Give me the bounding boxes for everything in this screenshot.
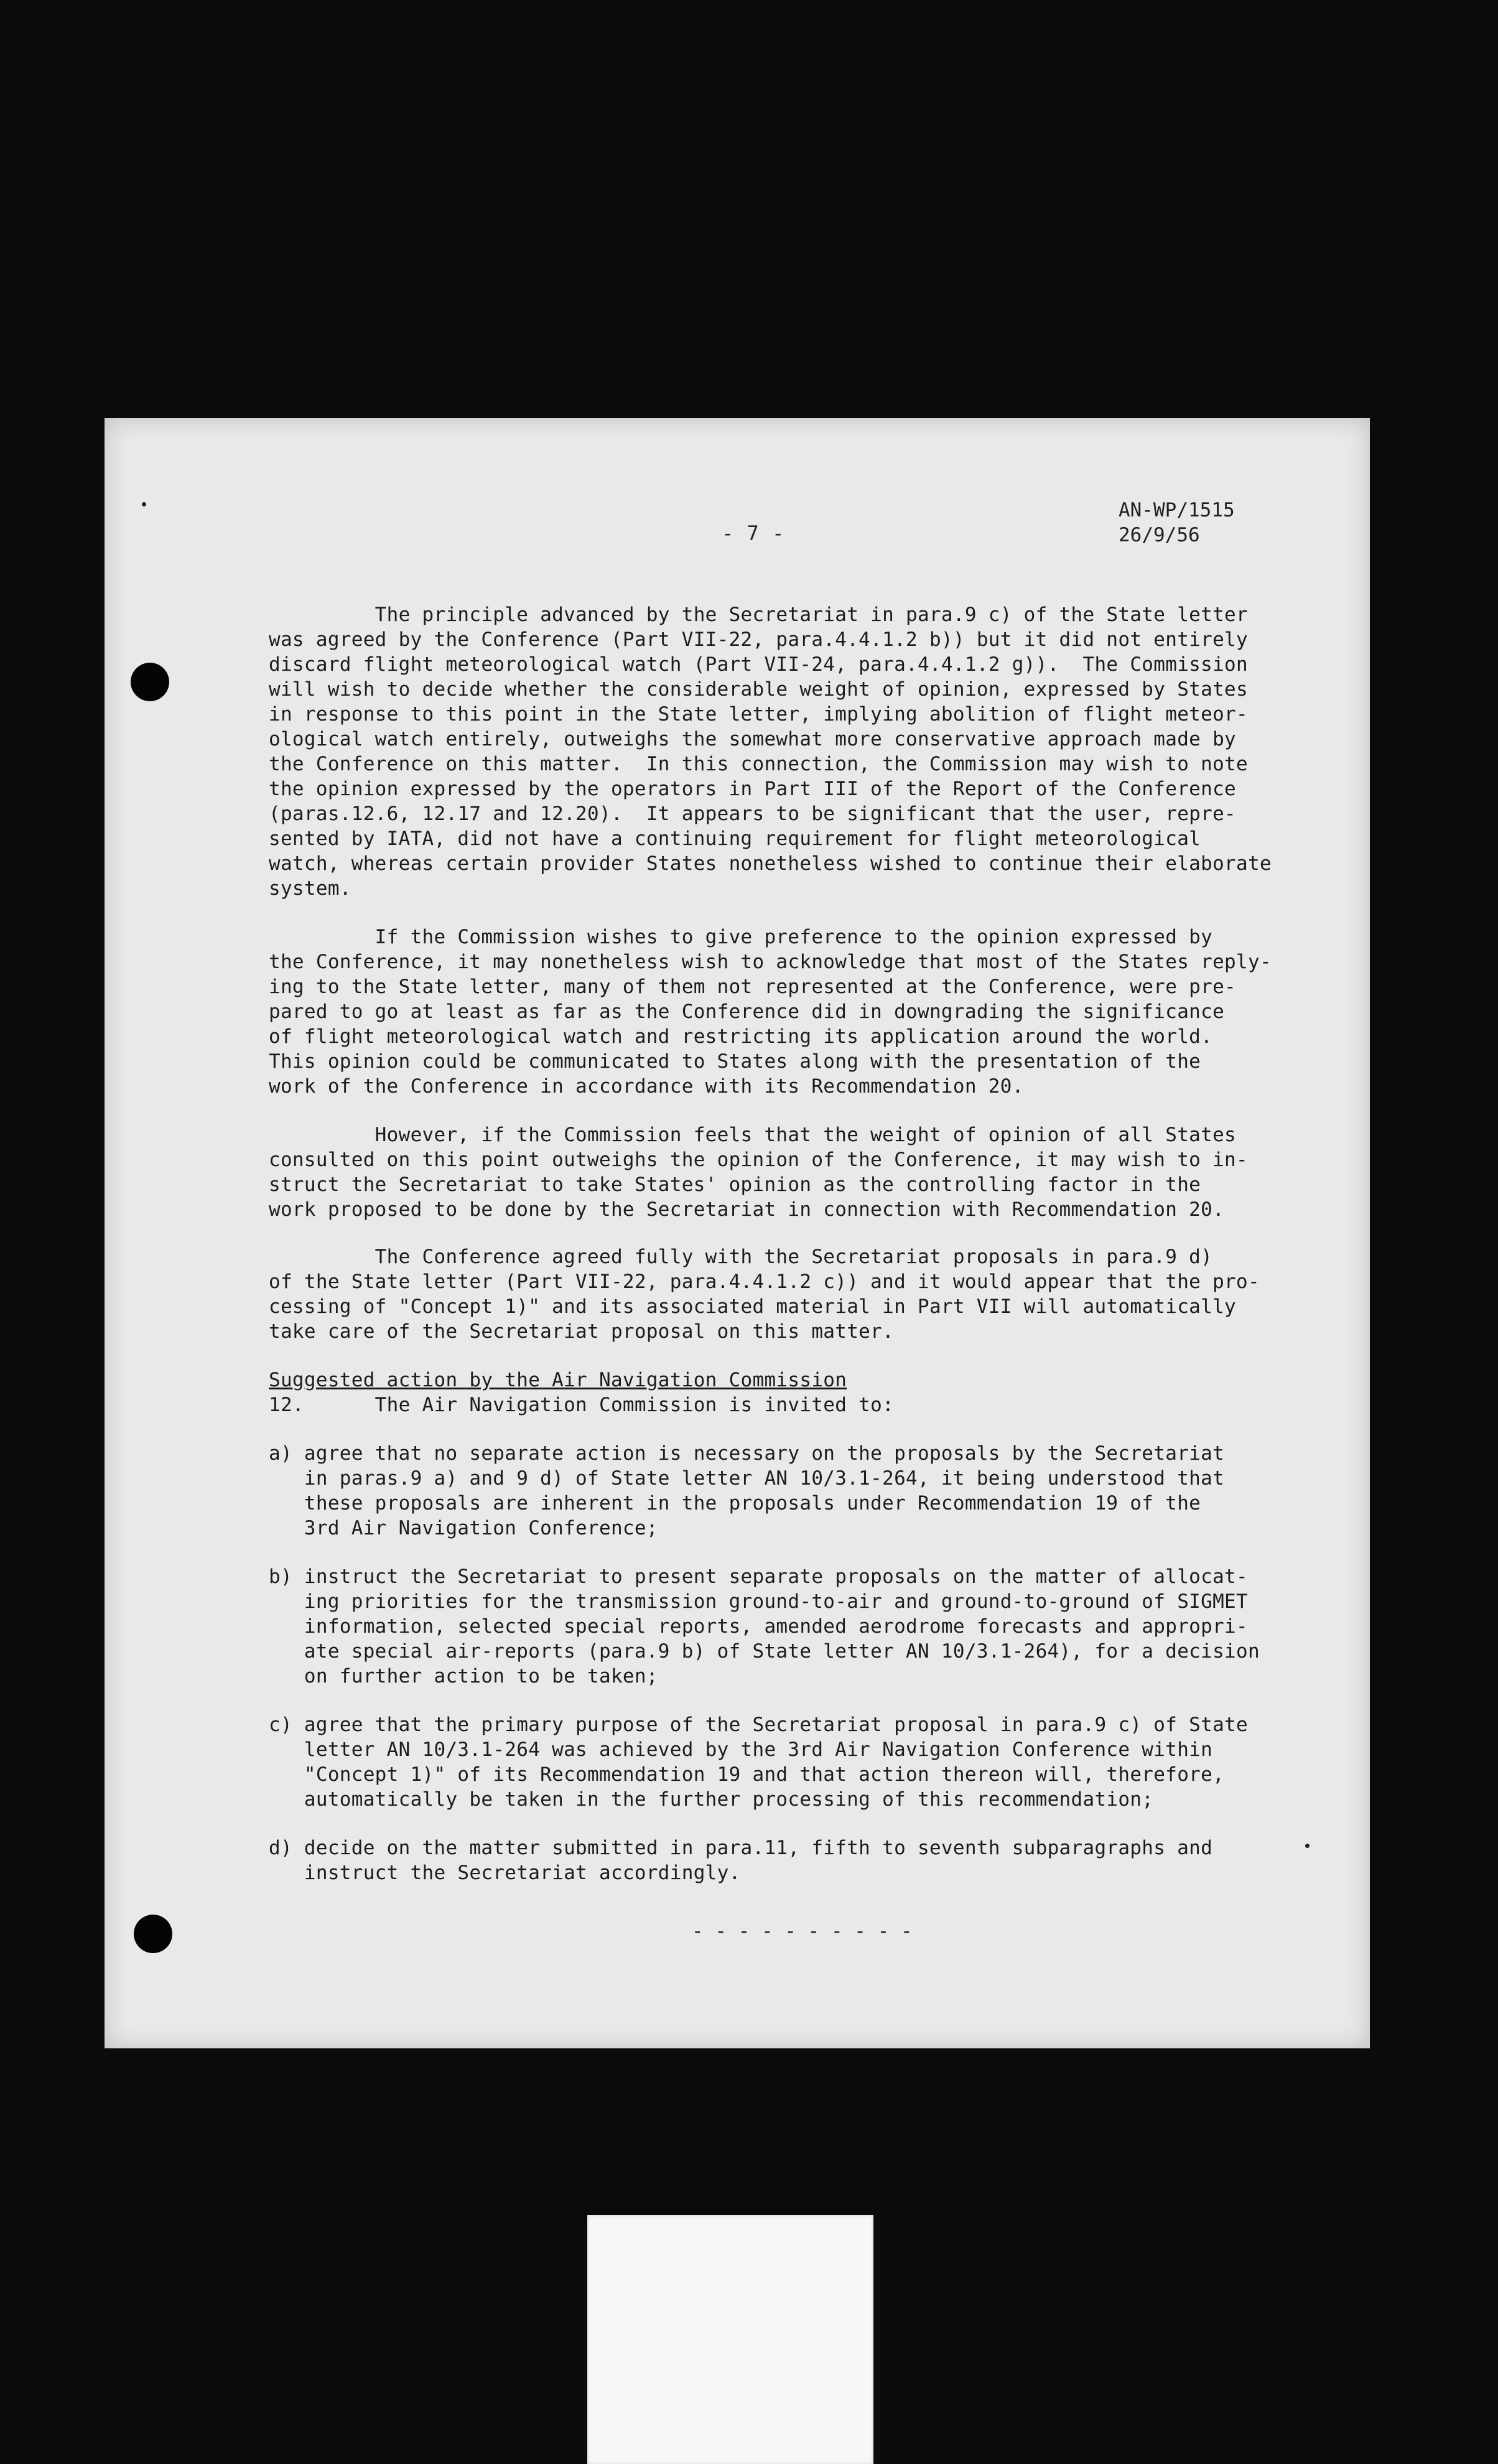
text-line: was agreed by the Conference (Part VII-22, para.4.4.1.2 b)) but it did not entirely: [269, 628, 1248, 651]
text-line: the opinion expressed by the operators in Part III of the Report of the Conference: [269, 778, 1237, 800]
text-line: work proposed to be done by the Secretariat in connection with Recommendation 20.: [269, 1198, 1225, 1221]
text-line: watch, whereas certain provider States nonetheless wished to continue their elaborate: [269, 852, 1272, 875]
document-id: AN-WP/1515: [1119, 499, 1235, 521]
text-line: take care of the Secretariat proposal on this matter.: [269, 1320, 895, 1343]
text-line: discard flight meteorological watch (Part VII-24, para.4.4.1.2 g)). The Commission: [269, 653, 1248, 676]
text-line: ing to the State letter, many of them not represented at the Conference, were pre-: [269, 976, 1237, 998]
blank-label: [587, 2215, 873, 2464]
list-item-line: 3rd Air Navigation Conference;: [269, 1517, 658, 1539]
text-line: system.: [269, 877, 351, 900]
text-line: cessing of "Concept 1)" and its associated material in Part VII will automatically: [269, 1295, 1237, 1318]
text-line: consulted on this point outweighs the opinion of the Conference, it may wish to in-: [269, 1149, 1248, 1171]
list-item-line: c) agree that the primary purpose of the Secretariat proposal in para.9 c) of State: [269, 1714, 1248, 1736]
text-line: of flight meteorological watch and restricting its application around the world.: [269, 1025, 1213, 1048]
list-item-line: these proposals are inherent in the proposals under Recommendation 19 of the: [269, 1492, 1201, 1514]
end-rule: - - - - - - - - - -: [692, 1920, 913, 1943]
punch-hole: [134, 1915, 172, 1953]
text-line: However, if the Commission feels that the weight of opinion of all States: [269, 1124, 1237, 1146]
page-number: - 7 -: [722, 521, 785, 545]
punch-hole: [131, 663, 169, 701]
text-line: of the State letter (Part VII-22, para.4.4.1.2 c)) and it would appear that the pro-: [269, 1271, 1260, 1293]
section-intro: 12. The Air Navigation Commission is invited to:: [269, 1394, 895, 1416]
list-item-line: on further action to be taken;: [269, 1665, 658, 1687]
list-item-line: in paras.9 a) and 9 d) of State letter AN 10/3.1-264, it being understood that: [269, 1467, 1225, 1490]
text-line: ological watch entirely, outweighs the somewhat more conservative approach made by: [269, 728, 1237, 750]
text-line: (paras.12.6, 12.17 and 12.20). It appears to be significant that the user, repre-: [269, 803, 1237, 825]
list-item-line: "Concept 1)" of its Recommendation 19 and that action thereon will, therefore,: [269, 1763, 1225, 1786]
text-line: This opinion could be communicated to States along with the presentation of the: [269, 1050, 1201, 1073]
document-reference: [1119, 498, 1235, 548]
text-line: the Conference, it may nonetheless wish to acknowledge that most of the States reply-: [269, 951, 1272, 973]
section-heading: Suggested action by the Air Navigation Commission: [269, 1369, 847, 1391]
list-item-line: letter AN 10/3.1-264 was achieved by the 3rd Air Navigation Conference within: [269, 1738, 1213, 1761]
document-date: 26/9/56: [1119, 524, 1200, 546]
speck: [142, 502, 146, 506]
list-item-line: d) decide on the matter submitted in para.11, fifth to seventh subparagraphs and: [269, 1837, 1213, 1859]
text-line: If the Commission wishes to give preference to the opinion expressed by: [269, 926, 1213, 948]
list-item-line: b) instruct the Secretariat to present separate proposals on the matter of allocat-: [269, 1566, 1248, 1588]
text-line: will wish to decide whether the considerable weight of opinion, expressed by States: [269, 678, 1248, 701]
text-line: struct the Secretariat to take States' opinion as the controlling factor in the: [269, 1174, 1201, 1196]
list-item-line: automatically be taken in the further processing of this recommendation;: [269, 1788, 1154, 1811]
text-line: The principle advanced by the Secretariat in para.9 c) of the State letter: [269, 604, 1248, 626]
list-item-line: information, selected special reports, amended aerodrome forecasts and appropri-: [269, 1615, 1248, 1638]
list-item-line: a) agree that no separate action is necessary on the proposals by the Secretariat: [269, 1442, 1225, 1465]
text-line: pared to go at least as far as the Conference did in downgrading the significance: [269, 1001, 1225, 1023]
speck: [1305, 1844, 1310, 1848]
text-line: The Conference agreed fully with the Secretariat proposals in para.9 d): [269, 1246, 1213, 1268]
list-item-line: ing priorities for the transmission ground-to-air and ground-to-ground of SIGMET: [269, 1590, 1248, 1613]
text-line: the Conference on this matter. In this connection, the Commission may wish to note: [269, 753, 1248, 775]
text-line: work of the Conference in accordance with its Recommendation 20.: [269, 1075, 1024, 1098]
list-item-line: instruct the Secretariat accordingly.: [269, 1862, 741, 1884]
text-line: in response to this point in the State letter, implying abolition of flight meteor-: [269, 703, 1248, 726]
list-item-line: ate special air-reports (para.9 b) of State letter AN 10/3.1-264), for a decision: [269, 1640, 1260, 1663]
text-line: sented by IATA, did not have a continuing requirement for flight meteorological: [269, 828, 1201, 850]
